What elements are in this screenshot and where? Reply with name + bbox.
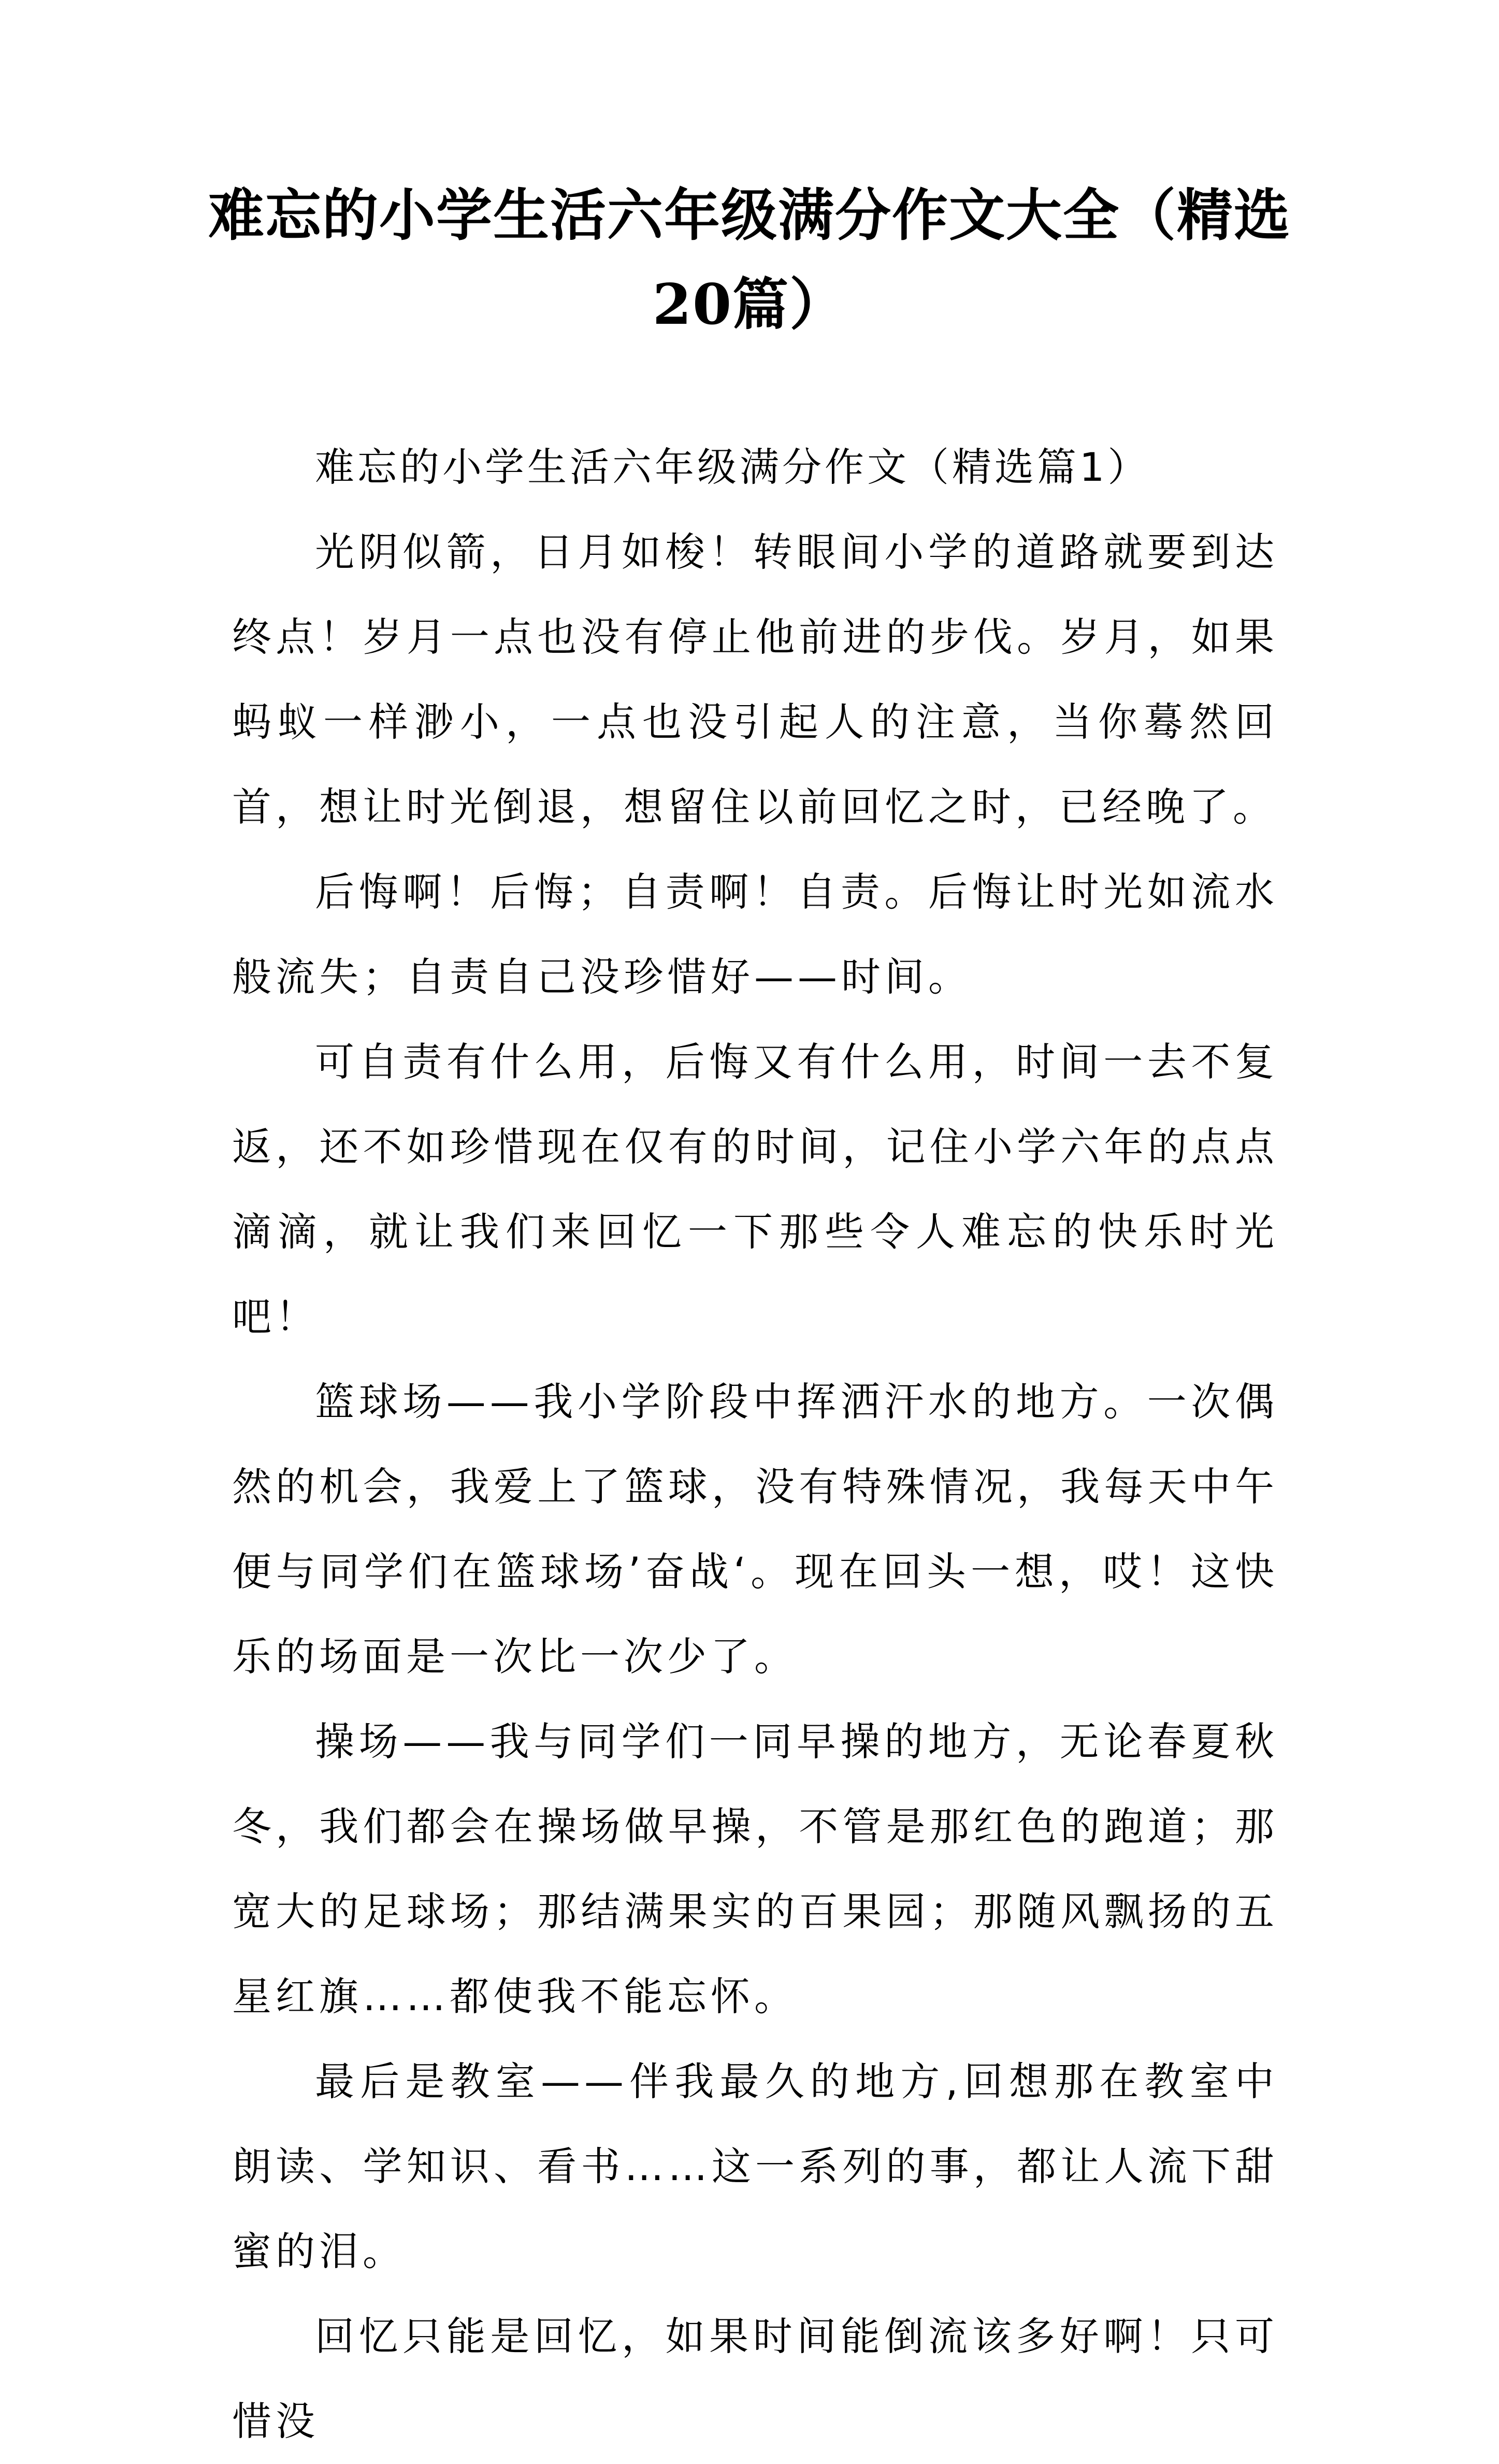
paragraph: 回忆只能是回忆，如果时间能倒流该多好啊！只可惜没 bbox=[232, 2313, 1278, 2444]
paragraph: 光阴似箭，日月如梭！转眼间小学的道路就要到达终点！岁月一点也没有停止他前进的步伐。岁月，如果蚂蚁一样渺小，一点也没引起人的注意，当你蓦然回首，想让时光倒退，想留住以前回忆之时，已经晚了。 bbox=[232, 529, 1278, 830]
paragraph: 可自责有什么用，后悔又有什么用，时间一去不复返，还不如珍惜现在仅有的时间，记住小学六年的点点滴滴，就让我们来回忆一下那些令人难忘的快乐时光吧！ bbox=[232, 1039, 1278, 1340]
document-body bbox=[232, 425, 1278, 2464]
section-heading: 难忘的小学生活六年级满分作文（精选篇1） bbox=[315, 444, 1150, 490]
paragraph: 操场——我与同学们一同早操的地方，无论春夏秋冬，我们都会在操场做早操，不管是那红色的跑道；那宽大的足球场；那结满果实的百果园；那随风飘扬的五星红旗……都使我不能忘怀。 bbox=[232, 1718, 1278, 2019]
paragraph: 后悔啊！后悔；自责啊！自责。后悔让时光如流水般流失；自责自己没珍惜好——时间。 bbox=[232, 869, 1278, 1000]
paragraph: 篮球场——我小学阶段中挥洒汗水的地方。一次偶然的机会，我爱上了篮球，没有特殊情况，我每天中午便与同学们在篮球场’奋战‘。现在回头一想，哎！这快乐的场面是一次比一次少了。 bbox=[232, 1379, 1278, 1680]
document-title: 难忘的小学生活六年级满分作文大全（精选20篇） bbox=[208, 183, 1291, 337]
paragraph: 最后是教室——伴我最久的地方,回想那在教室中朗读、学知识、看书……这一系列的事，都让人流下甜蜜的泪。 bbox=[232, 2058, 1278, 2274]
